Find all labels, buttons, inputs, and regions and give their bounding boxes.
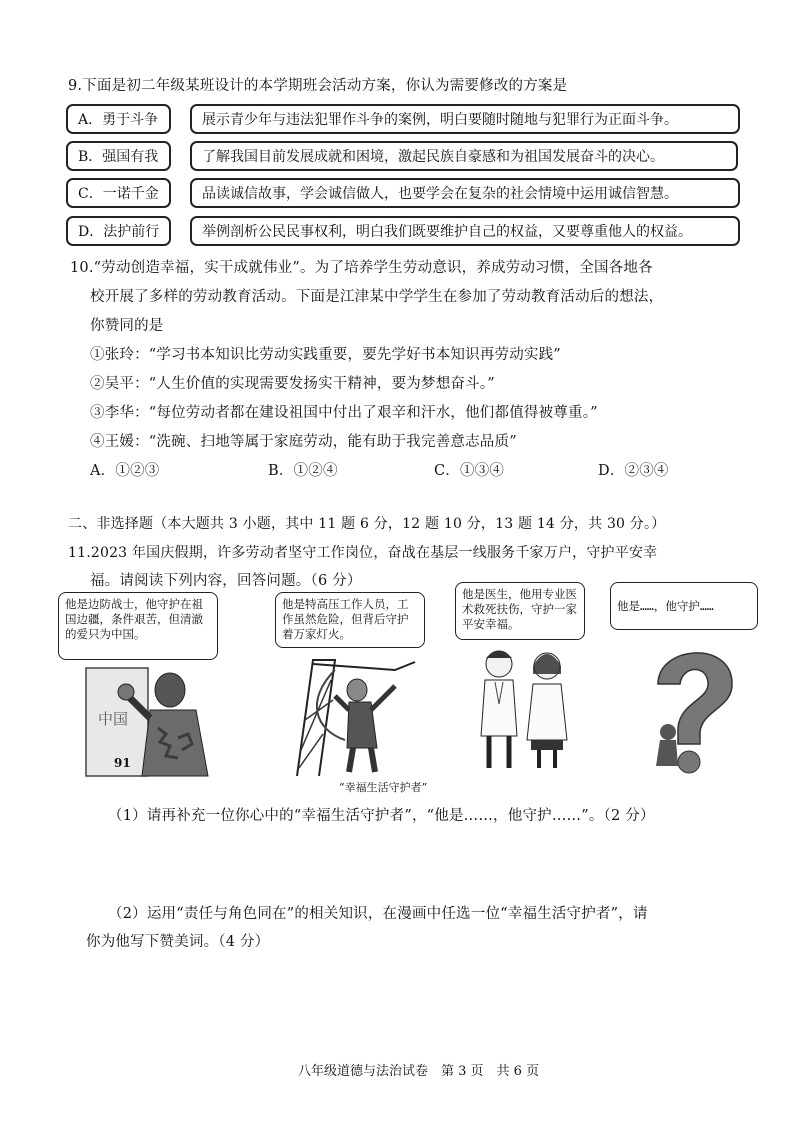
q10-stem-line3: 你赞同的是: [90, 318, 164, 334]
q11-sub2-line2: 你为他写下赞美词。（4 分）: [86, 934, 270, 950]
border-marker-sign: 中国: [98, 710, 129, 728]
power-worker-illustration: [275, 650, 425, 776]
q9-option-c-label: C．一诺千金: [66, 178, 171, 208]
q9-stem: 9.下面是初二年级某班设计的本学期班会活动方案，你认为需要修改的方案是: [68, 78, 568, 94]
speech-bubble-doctors: 他是医生，他用专业医术救死扶伤，守护一家平安幸福。: [455, 582, 585, 640]
q9-option-a-label: A．勇于斗争: [66, 104, 171, 134]
q10-statement-2: ②吴平：“人生价值的实现需要发扬实干精神，要为梦想奋斗。”: [90, 376, 495, 392]
q10-stem-line1: 10.“劳动创造幸福，实干成就伟业”。为了培养学生劳动意识，养成劳动习惯，全国各地各: [70, 260, 653, 276]
doctors-illustration: [455, 644, 585, 776]
q10-statement-3: ③李华：“每位劳动者都在建设祖国中付出了艰辛和汗水，他们都值得被尊重。”: [90, 405, 598, 421]
q10-choice-a: A．①②③: [90, 463, 160, 479]
q9-option-a-text: 展示青少年与违法犯罪作斗争的案例，明白要随时随地与犯罪行为正面斗争。: [190, 104, 740, 134]
border-soldier-illustration: [58, 658, 218, 778]
q11-sub2-line1: （2）运用“责任与角色同在”的相关知识，在漫画中任选一位“幸福生活守护者”，请: [108, 906, 648, 922]
q10-statement-1: ①张玲：“学习书本知识比劳动实践重要，要先学好书本知识再劳动实践”: [90, 347, 561, 363]
speech-bubble-question: 他是……，他守护……: [610, 582, 758, 630]
section2-heading: 二、非选择题（本大题共 3 小题，其中 11 题 6 分，12 题 10 分，13 题 14 分，共 30 分。）: [68, 516, 666, 532]
question-mark-icon: [610, 636, 758, 776]
q11-stem-line1: 11.2023 年国庆假期，许多劳动者坚守工作岗位，奋战在基层一线服务千家万户，守护平安幸: [68, 545, 658, 561]
speech-bubble-soldier: 他是边防战士，他守护在祖国边疆，条件艰苦，但清澈的爱只为中国。: [58, 592, 218, 660]
q10-choice-b: B．①②④: [268, 463, 338, 479]
comic-panel-power-worker: [275, 592, 425, 777]
q11-sub1: （1）请再补充一位你心中的“幸福生活守护者”，“他是……，他守护……”。（2 分）: [108, 808, 655, 824]
q10-choice-c: C．①③④: [434, 463, 505, 479]
q9-option-c-text: 品读诚信故事，学会诚信做人，也要学会在复杂的社会情境中运用诚信智慧。: [190, 178, 740, 208]
border-marker-number: 91: [114, 756, 131, 770]
comic-panel-question: [610, 582, 758, 777]
page-footer: 八年级道德与法治试卷 第 3 页 共 6 页: [298, 1064, 540, 1079]
q9-option-d-text: 举例剖析公民民事权利，明白我们既要维护自己的权益，又要尊重他人的权益。: [190, 216, 740, 246]
speech-bubble-power-worker: 他是特高压工作人员，工作虽然危险，但背后守护着万家灯火。: [275, 592, 425, 648]
comic-panel-border-soldier: [58, 592, 218, 777]
q11-stem-line2: 福。请阅读下列内容，回答问题。（6 分）: [90, 573, 362, 589]
q9-option-b-label: B．强国有我: [66, 141, 171, 171]
q9-option-d-label: D．法护前行: [66, 216, 171, 246]
q10-stem-line2: 校开展了多样的劳动教育活动。下面是江津某中学学生在参加了劳动教育活动后的想法，: [90, 289, 664, 305]
q10-choice-d: D．②③④: [598, 463, 669, 479]
comic-panel-doctors: [455, 582, 585, 777]
comic-caption: “幸福生活守护者”: [339, 781, 428, 794]
q9-option-b-text: 了解我国目前发展成就和困境，激起民族自豪感和为祖国发展奋斗的决心。: [190, 141, 738, 171]
q10-statement-4: ④王媛：“洗碗、扫地等属于家庭劳动，能有助于我完善意志品质”: [90, 434, 517, 450]
